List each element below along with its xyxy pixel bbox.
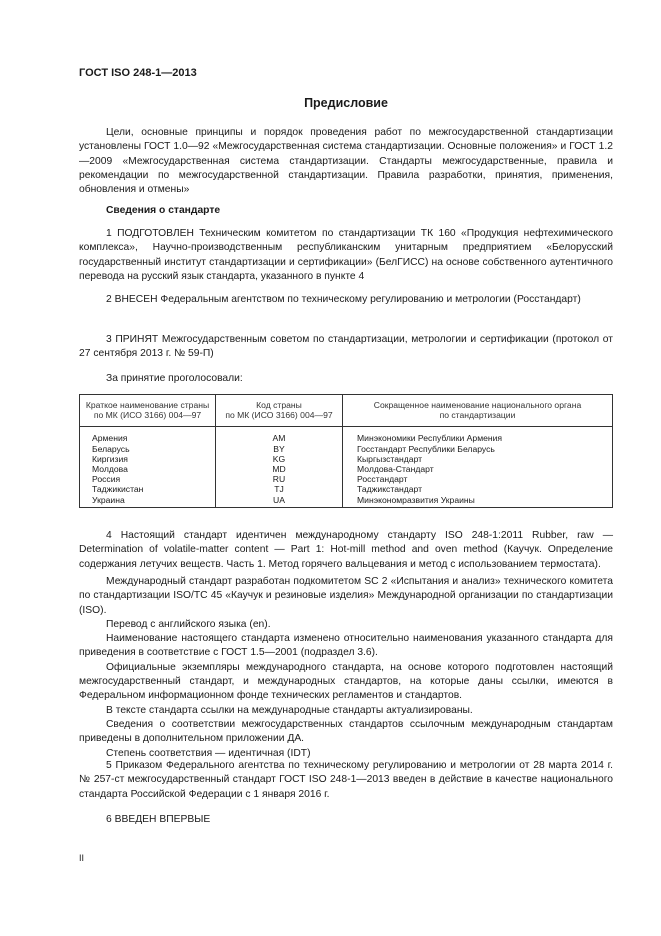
item-4-paragraph <box>79 661 613 704</box>
item-1-text: 1 ПОДГОТОВЛЕН Техническим комитетом по стандартизации ТК 160 «Продукция нефтехимического комплекса», Научно-производственным республиканским унитарным предприятием «Белорусский государственный институт стандартизации и сертификации» (БелГИСС) на основе собственного аутентичного перевода на русский язык стандарта, указанного в пункте 4 <box>79 228 613 282</box>
header-org-line2: по стандартизации <box>439 410 516 421</box>
voting-table <box>79 394 613 508</box>
cell-org: Минэкономразвития Украины <box>343 495 613 508</box>
cell-code: KG <box>216 454 343 464</box>
item-4-paragraph <box>79 575 613 618</box>
item-4-paragraph <box>79 632 613 661</box>
intro-paragraph <box>79 126 613 197</box>
cell-org: Таджикстандарт <box>343 484 613 494</box>
cell-org: Минэкономики Республики Армения <box>343 427 613 444</box>
item-4-paragraph-text: Степень соответствия — идентичная (IDT) <box>106 747 311 759</box>
item-4-paragraph-text: Международный стандарт разработан подкомитетом SC 2 «Испытания и анализ» технического комитета по стандартизации ISO/TC 45 «Каучук и резиновые изделия» Международной организации по стандартизации (ISO). <box>79 576 613 616</box>
item-4-details <box>79 575 613 761</box>
table-row <box>80 474 613 484</box>
cell-code: BY <box>216 444 343 454</box>
item-4-paragraph-text: Официальные экземпляры международного стандарта, на основе которого подготовлен настоящий межгосударственный стандарт, и международных стандартов, на которые даны ссылки, имеются в Федеральном информационном фонде технических регламентов и стандартов. <box>79 661 613 702</box>
item-5-text: 5 Приказом Федерального агентства по техническому регулированию и метрологии от 28 марта 2014 г. № 257-ст межгосударственный стандарт ГОСТ ISO 248-1—2013 введен в действие в качестве национального стандарта Российской Федерации с 1 января 2016 г. <box>79 760 613 800</box>
table-row <box>80 464 613 474</box>
cell-country: Армения <box>80 427 216 444</box>
header-org-line1: Сокращенное наименование национального органа <box>373 400 582 410</box>
item-4-paragraph-text: Перевод с английского языка (en). <box>106 618 271 630</box>
page-title: Предисловие <box>304 96 388 110</box>
cell-code: RU <box>216 474 343 484</box>
cell-country: Украина <box>80 495 216 508</box>
item-2 <box>79 293 613 307</box>
header-country-line2: по МК (ИСО 3166) 004—97 <box>93 410 202 421</box>
cell-org: Молдова-Стандарт <box>343 464 613 474</box>
cell-code: MD <box>216 464 343 474</box>
document-header: ГОСТ ISO 248-1—2013 <box>79 67 197 79</box>
item-4-paragraph-text: Наименование настоящего стандарта изменено относительно наименования указанного стандарта для приведения в соответствие с ГОСТ 1.5—2001 (подраздел 3.6). <box>79 633 613 659</box>
header-code <box>216 395 343 427</box>
cell-country: Россия <box>80 474 216 484</box>
cell-code: TJ <box>216 484 343 494</box>
table-row <box>80 427 613 444</box>
cell-org: Кыргызстандарт <box>343 454 613 464</box>
standard-info-heading: Сведения о стандарте <box>106 205 221 216</box>
cell-code: UA <box>216 495 343 508</box>
item-4-text: 4 Настоящий стандарт идентичен международному стандарту ISO 248-1:2011 Rubber, raw — Determination of volatile-matter content — Part 1: Hot-mill method and oven method (Каучук. Определение содержания летучих веществ. Часть 1. Метод горячего вальцевания и метод с использованием термостата). <box>79 530 613 570</box>
intro-text: Цели, основные принципы и порядок проведения работ по межгосударственной стандартизации установлены ГОСТ 1.0—92 «Межгосударственная система стандартизации. Основные положения» и ГОСТ 1.2—2009 «Межгосударственная система стандартизации. Стандарты межгосударственные, правила и рекомендации по межгосударственной стандартизации. Правила разработки, принятия, применения, обновления и отмены» <box>79 127 613 196</box>
table-row <box>80 454 613 464</box>
cell-country: Молдова <box>80 464 216 474</box>
item-4-paragraph <box>79 618 613 632</box>
header-country <box>80 395 216 427</box>
item-3-text: 3 ПРИНЯТ Межгосударственным советом по стандартизации, метрологии и сертификации (протокол от 27 сентября 2013 г. № 59-П) <box>79 334 613 360</box>
item-4-paragraph <box>79 718 613 747</box>
header-org <box>343 395 613 427</box>
table-row <box>80 484 613 494</box>
cell-code: AM <box>216 427 343 444</box>
header-code-line2: по МК (ИСО 3166) 004—97 <box>225 410 333 421</box>
table-row <box>80 495 613 508</box>
item-1 <box>79 227 613 284</box>
item-4 <box>79 529 613 572</box>
header-code-line1: Код страны <box>256 400 302 410</box>
item-2-text: 2 ВНЕСЕН Федеральным агентством по техническому регулированию и метрологии (Росстандарт) <box>106 294 581 305</box>
item-6: 6 ВВЕДЕН ВПЕРВЫЕ <box>106 814 211 825</box>
item-5 <box>79 759 613 802</box>
item-4-paragraph-text: Сведения о соответствии межгосударственных стандартов ссылочным международным стандартам приведены в дополнительном приложении ДА. <box>79 718 613 745</box>
page-number: II <box>79 853 85 863</box>
item-4-paragraph-text: В тексте стандарта ссылки на международные стандарты актуализированы. <box>106 704 473 716</box>
cell-org: Росстандарт <box>343 474 613 484</box>
cell-org: Госстандарт Республики Беларусь <box>343 444 613 454</box>
header-country-line1: Краткое наименование страны <box>85 400 210 410</box>
item-4-paragraph <box>79 704 613 718</box>
cell-country: Киргизия <box>80 454 216 464</box>
table-header-row <box>80 395 613 427</box>
voted-label: За принятие проголосовали: <box>106 373 243 384</box>
table-row <box>80 444 613 454</box>
item-3 <box>79 333 613 362</box>
cell-country: Таджикистан <box>80 484 216 494</box>
cell-country: Беларусь <box>80 444 216 454</box>
